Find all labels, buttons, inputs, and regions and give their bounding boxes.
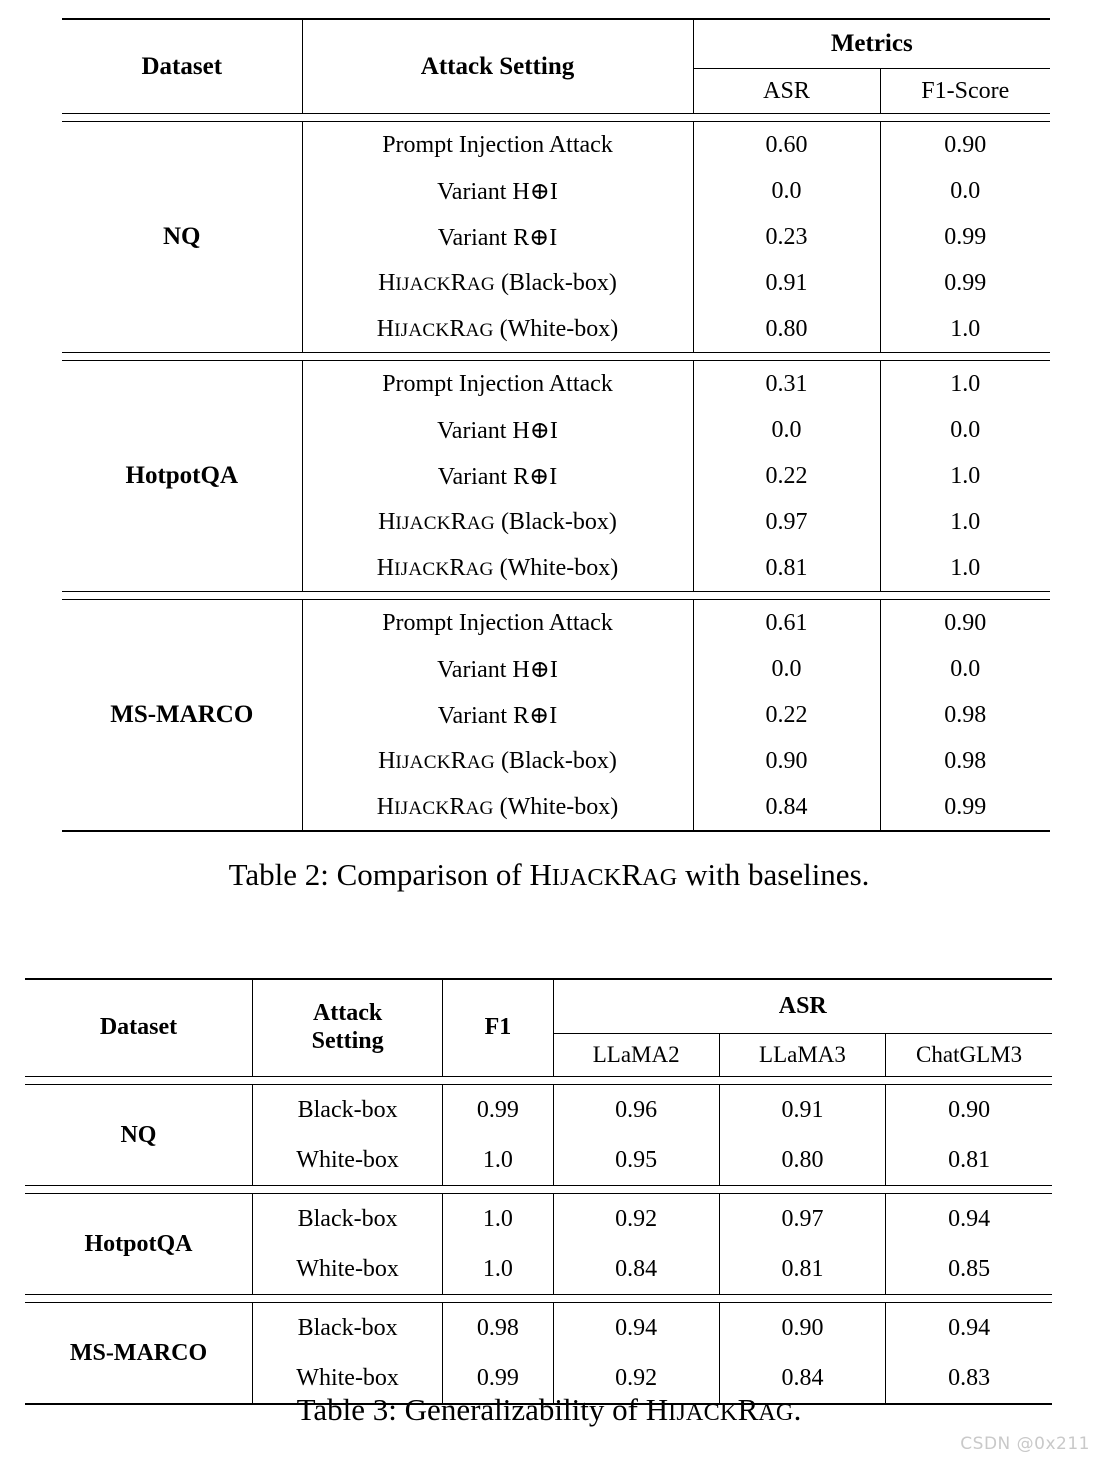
method-name: HIJACKRAG <box>376 315 494 342</box>
method-name: HIJACKRAG <box>376 554 494 581</box>
watermark: CSDN @0x211 <box>960 1434 1090 1454</box>
cell-f1: 0.99 <box>443 1353 553 1404</box>
cell-dataset: HotpotQA <box>25 1194 252 1294</box>
cell-dataset: NQ <box>62 122 302 352</box>
cell-asr-llama2: 0.96 <box>553 1085 719 1135</box>
method-name: HIJACKRAG <box>376 793 494 820</box>
generalizability-table <box>25 978 1052 1407</box>
table-row <box>25 1303 1052 1353</box>
header-body-separator <box>62 113 1050 122</box>
cell-attack-setting: Variant R⊕I <box>302 453 693 499</box>
caption-suffix: . <box>793 1392 802 1427</box>
caption-prefix: Table 3: Generalizability of <box>296 1392 646 1427</box>
cell-attack-setting: Prompt Injection Attack <box>302 361 693 407</box>
cell-asr-chatglm3: 0.90 <box>948 1096 991 1123</box>
cell-attack-setting: Black-box <box>252 1303 442 1353</box>
caption-prefix: Table 2: Comparison of <box>228 857 530 892</box>
cell-attack-setting: Variant H⊕I <box>302 407 693 453</box>
cell-asr-llama3: 0.91 <box>719 1085 885 1135</box>
cell-attack-setting: Variant H⊕I <box>302 646 693 692</box>
cell-dataset: MS-MARCO <box>25 1303 252 1404</box>
cell-f1-score: 1.0 <box>950 370 981 397</box>
cell-f1-score: 0.99 <box>944 269 987 296</box>
cell-attack-setting: White-box <box>252 1135 442 1185</box>
cell-asr: 0.81 <box>693 545 880 591</box>
cell-f1: 0.99 <box>443 1085 553 1135</box>
cell-asr: 0.0 <box>693 168 880 214</box>
cell-f1-score: 1.0 <box>950 554 981 581</box>
cell-f1-score: 1.0 <box>950 462 981 489</box>
cell-dataset: MS-MARCO <box>62 600 302 831</box>
cell-attack-setting <box>302 738 693 784</box>
cell-f1-score: 0.99 <box>944 793 987 820</box>
table-3-header <box>25 979 1052 1085</box>
header-asr: ASR <box>693 69 880 114</box>
group-separator <box>25 1185 1052 1194</box>
attack-setting-suffix: (Black-box) <box>494 269 617 296</box>
cell-asr: 0.0 <box>693 646 880 692</box>
table-row <box>25 1194 1052 1244</box>
cell-f1-score: 0.0 <box>950 177 981 204</box>
table-bottom-rule <box>62 831 1050 834</box>
method-name: HIJACKRAG <box>378 508 495 535</box>
cell-attack-setting: Black-box <box>252 1085 442 1135</box>
header-attack-setting-line2: Setting <box>311 1028 384 1054</box>
cell-attack-setting <box>302 260 693 306</box>
cell-attack-setting: White-box <box>252 1244 442 1294</box>
table-row <box>25 1085 1052 1135</box>
cell-asr: 0.91 <box>693 260 880 306</box>
method-name: HIJACKRAG <box>378 747 495 774</box>
cell-asr: 0.60 <box>693 122 880 168</box>
cell-asr: 0.97 <box>693 499 880 545</box>
cell-asr-llama3: 0.90 <box>719 1303 885 1353</box>
cell-attack-setting <box>302 784 693 831</box>
cell-f1-score: 0.0 <box>950 655 981 682</box>
cell-f1-score: 0.98 <box>944 701 987 728</box>
header-dataset: Dataset <box>25 979 252 1076</box>
cell-asr-llama2: 0.95 <box>553 1135 719 1185</box>
cell-asr-llama3: 0.97 <box>719 1194 885 1244</box>
cell-asr: 0.22 <box>693 453 880 499</box>
cell-f1: 0.98 <box>443 1303 553 1353</box>
header-metrics: Metrics <box>693 19 1050 69</box>
cell-f1: 1.0 <box>443 1244 553 1294</box>
cell-asr-chatglm3: 0.81 <box>948 1146 991 1173</box>
cell-f1-score: 0.98 <box>944 747 987 774</box>
cell-asr-llama2: 0.94 <box>553 1303 719 1353</box>
cell-asr-llama2: 0.92 <box>553 1194 719 1244</box>
attack-setting-suffix: (Black-box) <box>494 747 617 774</box>
header-asr: ASR <box>553 979 1052 1033</box>
header-attack-setting-line1: Attack <box>312 1000 383 1027</box>
cell-asr: 0.31 <box>693 361 880 407</box>
cell-asr: 0.80 <box>693 306 880 352</box>
cell-asr: 0.90 <box>693 738 880 784</box>
cell-asr-llama2: 0.92 <box>553 1353 719 1404</box>
cell-asr: 0.84 <box>693 784 880 831</box>
cell-asr: 0.0 <box>693 407 880 453</box>
cell-asr-llama2: 0.84 <box>553 1244 719 1294</box>
cell-asr: 0.61 <box>693 600 880 646</box>
method-name: HIJACKRAG <box>645 1392 794 1427</box>
table-row <box>62 361 1050 407</box>
attack-setting-suffix: (Black-box) <box>494 508 617 535</box>
cell-f1-score: 0.0 <box>950 416 981 443</box>
cell-dataset: NQ <box>25 1085 252 1185</box>
header-attack-setting: Attack Setting <box>302 19 693 113</box>
comparison-table <box>62 18 1050 834</box>
cell-attack-setting <box>302 499 693 545</box>
cell-attack-setting: White-box <box>252 1353 442 1404</box>
header-body-separator <box>25 1076 1052 1085</box>
cell-attack-setting <box>302 545 693 591</box>
table-row <box>62 122 1050 168</box>
header-model-llama3: LLaMA3 <box>719 1033 885 1076</box>
header-f1-score: F1-Score <box>921 77 1010 104</box>
caption-method-name <box>530 857 678 892</box>
header-model-llama2: LLaMA2 <box>553 1033 719 1076</box>
cell-asr-chatglm3: 0.94 <box>948 1205 991 1232</box>
cell-f1: 1.0 <box>443 1135 553 1185</box>
header-f1: F1 <box>443 979 553 1076</box>
header-model-chatglm3: ChatGLM3 <box>916 1041 1023 1067</box>
cell-asr-chatglm3: 0.85 <box>948 1255 991 1282</box>
header-attack-setting <box>252 979 442 1076</box>
cell-dataset: HotpotQA <box>62 361 302 591</box>
group-separator <box>62 591 1050 600</box>
cell-f1-score: 0.90 <box>944 131 987 158</box>
cell-attack-setting: Variant H⊕I <box>302 168 693 214</box>
method-name: HIJACKRAG <box>378 269 495 296</box>
cell-f1-score: 1.0 <box>950 508 981 535</box>
table-3-caption <box>0 1392 1098 1428</box>
cell-asr: 0.22 <box>693 692 880 738</box>
attack-setting-suffix: (White-box) <box>493 315 619 342</box>
table-2-body <box>62 122 1050 834</box>
cell-asr-chatglm3: 0.94 <box>948 1314 991 1341</box>
cell-f1-score: 1.0 <box>950 315 981 342</box>
cell-f1-score: 0.99 <box>944 223 987 250</box>
group-separator <box>62 352 1050 361</box>
table-2-caption <box>0 857 1098 893</box>
header-dataset: Dataset <box>62 19 302 113</box>
cell-attack-setting <box>302 306 693 352</box>
attack-setting-suffix: (White-box) <box>493 793 619 820</box>
cell-asr: 0.23 <box>693 214 880 260</box>
caption-suffix: with baselines. <box>677 857 870 892</box>
group-separator <box>25 1294 1052 1303</box>
cell-attack-setting: Prompt Injection Attack <box>302 122 693 168</box>
cell-f1: 1.0 <box>443 1194 553 1244</box>
cell-asr-llama3: 0.81 <box>719 1244 885 1294</box>
cell-asr-llama3: 0.84 <box>719 1353 885 1404</box>
attack-setting-suffix: (White-box) <box>493 554 619 581</box>
table-2-container <box>62 18 1050 834</box>
table-row <box>62 600 1050 646</box>
method-name: HIJACKRAG <box>529 857 678 892</box>
cell-f1-score: 0.90 <box>944 609 987 636</box>
caption-method-name <box>646 1392 794 1427</box>
cell-asr-chatglm3: 0.83 <box>948 1364 991 1391</box>
cell-attack-setting: Prompt Injection Attack <box>302 600 693 646</box>
table-3-body <box>25 1085 1052 1407</box>
table-3-container <box>25 978 1052 1407</box>
cell-asr-llama3: 0.80 <box>719 1135 885 1185</box>
cell-attack-setting: Variant R⊕I <box>302 692 693 738</box>
cell-attack-setting: Variant R⊕I <box>302 214 693 260</box>
table-2-header <box>62 19 1050 122</box>
cell-attack-setting: Black-box <box>252 1194 442 1244</box>
